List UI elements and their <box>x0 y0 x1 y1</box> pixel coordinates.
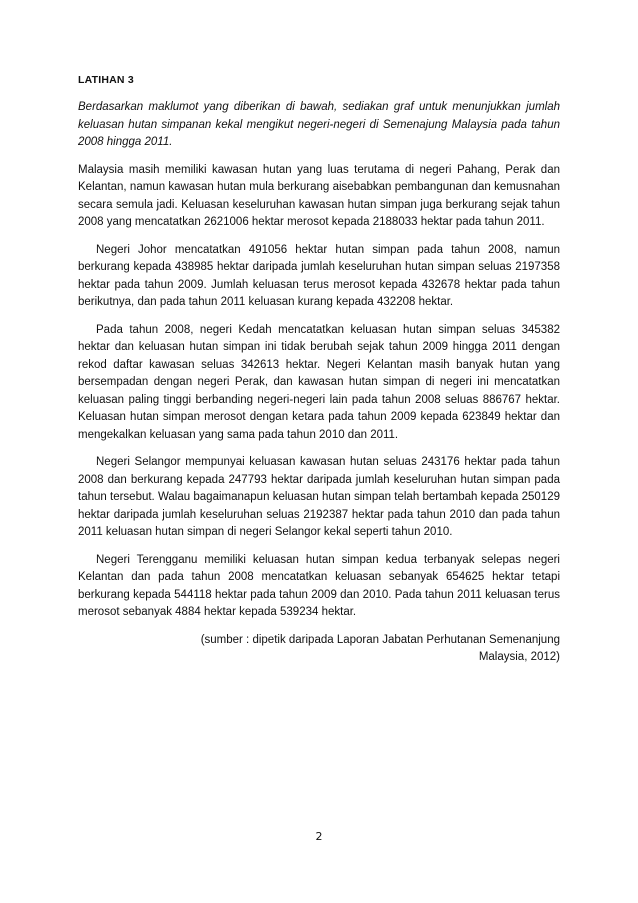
document-body <box>78 74 560 667</box>
paragraph-selangor: Negeri Selangor mempunyai keluasan kawasan hutan seluas 243176 hektar pada tahun 2008 dan berkurang kepada 247793 hektar daripada jumlah keseluruhan hutan simpan pada tahun tersebut. Walau bagaimanapun keluasan hutan simpan telah bertambah kepada 250129 hektar daripada jumlah keseluruhan seluas 2192387 hektar pada tahun 2010 dan pada tahun 2011 keluasan hutan simpan di negeri Selangor kekal seperti tahun 2010. <box>78 456 560 538</box>
paragraph-johor: Negeri Johor mencatatkan 491056 hektar hutan simpan pada tahun 2008, namun berkurang kepada 438985 hektar daripada jumlah keseluruhan hutan simpan seluas 2197358 hektar pada tahun 2009. Jumlah keluasan terus merosot kepada 432678 hektar pada tahun berikutnya, dan pada tahun 2011 keluasan kurang kepada 432208 hektar. <box>78 243 560 308</box>
paragraph-terengganu: Negeri Terengganu memiliki keluasan hutan simpan kedua terbanyak selepas negeri Kelantan dan pada tahun 2008 mencatatkan keluasan sebanyak 654625 hektar tetapi berkurang kepada 544118 hektar pada tahun 2009 dan 2010. Pada tahun 2011 keluasan terus merosot sebanyak 4884 hektar kepada 539234 hektar. <box>78 553 560 618</box>
page-number: 2 <box>315 830 323 843</box>
paragraph-kedah-kelantan: Pada tahun 2008, negeri Kedah mencatatkan keluasan hutan simpan seluas 345382 hektar dan keluasan hutan simpan ini tidak berubah sejak tahun 2009 hingga 2011 dengan rekod daftar kawasan seluas 342613 hektar. Negeri Kelantan masih banyak hutan yang bersempadan dengan negeri Perak, dan kawasan hutan simpan di negeri ini mencatatkan keluasan paling tinggi berbanding negeri-negeri lain pada tahun 2008 seluas 886767 hektar. Keluasan hutan simpan merosot dengan ketara pada tahun 2009 kepada 623849 hektar dan mengekalkan keluasan yang sama pada tahun 2010 dan 2011. <box>78 323 560 441</box>
source-citation: (sumber : dipetik daripada Laporan Jabatan Perhutanan Semenanjung Malaysia, 2012) <box>200 633 560 663</box>
exercise-heading: LATIHAN 3 <box>78 74 134 86</box>
instruction-text: Berdasarkan maklumot yang diberikan di bawah, sediakan graf untuk menunjukkan jumlah keluasan hutan simpanan kekal mengikut negeri-negeri di Semenajung Malaysia pada tahun 2008 hingga 2011. <box>78 101 560 148</box>
paragraph-malaysia: Malaysia masih memiliki kawasan hutan yang luas terutama di negeri Pahang, Perak dan Kelantan, namun kawasan hutan mula berkurang aisebabkan pembangunan dan kemusnahan secara semula jadi. Keluasan keseluruhan kawasan hutan simpan juga berkurang sejak tahun 2008 yang mencatatkan 2621006 hektar merosot kepada 2188033 hektar pada tahun 2011. <box>78 163 560 228</box>
